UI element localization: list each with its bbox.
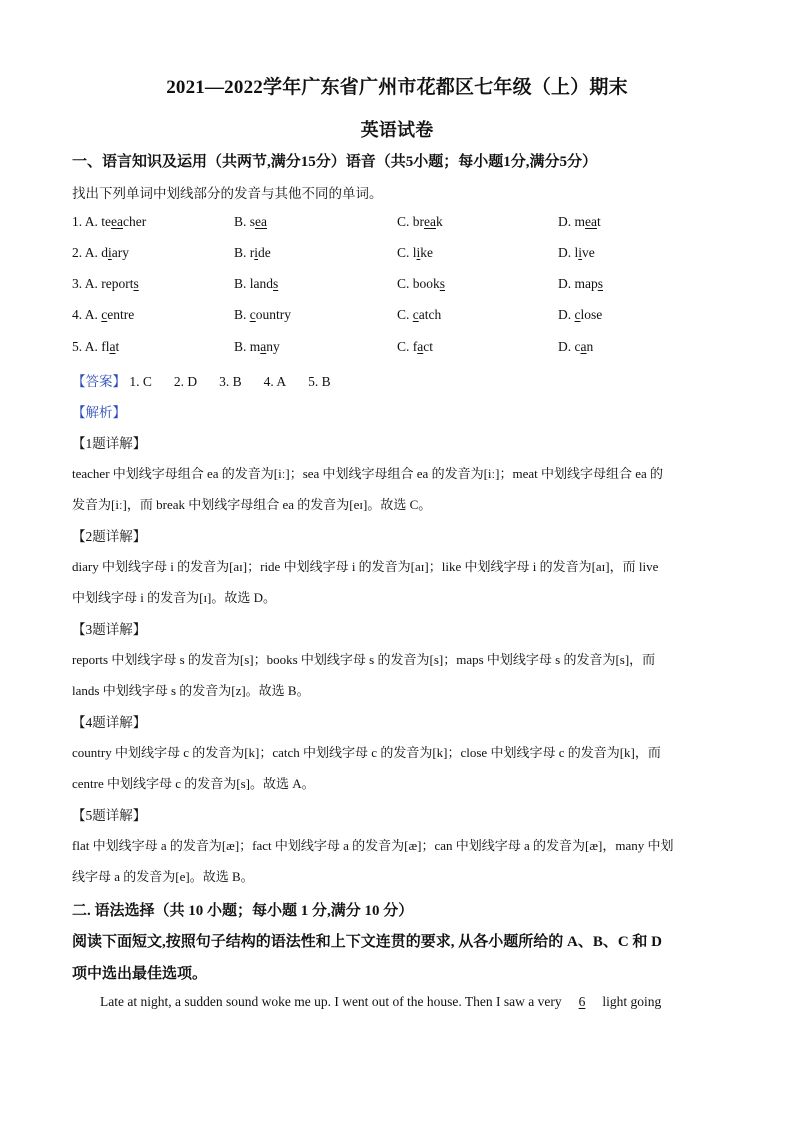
word-suffix: ke: [420, 245, 434, 260]
word-prefix: l: [412, 245, 417, 260]
option-a: [72, 276, 139, 292]
option-d: [558, 307, 602, 323]
word-suffix: k: [436, 214, 443, 229]
underlined-letters: i: [108, 245, 112, 260]
option-letter: C.: [397, 214, 410, 229]
option-letter: D.: [558, 245, 572, 260]
underlined-letters: ea: [585, 214, 597, 229]
underlined-letters: ea: [111, 214, 123, 229]
detail-text: teacher 中划线字母组合 ea 的发音为[iː]；sea 中划线字母组合 ea 的发音为[iː]；meat 中划线字母组合 ea 的: [72, 466, 664, 481]
passage-line: [100, 994, 661, 1010]
underlined-letters: ea: [424, 214, 436, 229]
option-b: [234, 214, 267, 230]
question-number: 3.: [72, 276, 83, 291]
question-row: [72, 214, 732, 234]
word-prefix: c: [574, 339, 581, 354]
question-row: [72, 339, 732, 359]
section2-instruction-line2: 项中选出最佳选项。: [72, 966, 208, 982]
word-prefix: te: [101, 214, 112, 229]
question-row: [72, 245, 732, 265]
underlined-letters: ea: [255, 214, 268, 229]
word-prefix: r: [249, 245, 255, 260]
underlined-letters: c: [574, 307, 581, 322]
word-prefix: map: [574, 276, 598, 291]
option-letter: A.: [84, 307, 98, 322]
underlined-letters: i: [416, 245, 421, 260]
option-c: [397, 339, 433, 355]
analysis-label: 【解析】: [72, 405, 126, 420]
underlined-letters: c: [412, 307, 419, 322]
option-letter: B.: [234, 214, 247, 229]
word-suffix: ve: [582, 245, 595, 260]
option-d: [558, 276, 603, 292]
option-letter: A.: [84, 245, 98, 260]
underlined-letters: c: [101, 307, 108, 322]
answer-line: [72, 370, 353, 390]
word-suffix: cher: [123, 214, 147, 229]
option-a: [72, 339, 119, 355]
option-letter: C.: [397, 339, 410, 354]
detail-text: reports 中划线字母 s 的发音为[s]；books 中划线字母 s 的发音为[s]；maps 中划线字母 s 的发音为[s]，而: [72, 652, 656, 667]
word-prefix: m: [574, 214, 586, 229]
underlined-letters: a: [260, 339, 267, 354]
option-letter: D.: [558, 276, 572, 291]
option-letter: C.: [397, 245, 410, 260]
section1-instruction: 找出下列单词中划线部分的发音与其他不同的单词。: [72, 186, 383, 201]
word-suffix: atch: [418, 307, 442, 322]
word-prefix: fl: [101, 339, 110, 354]
option-b: [234, 245, 271, 261]
underlined-letters: s: [133, 276, 139, 291]
answer-item: 5. B: [308, 374, 331, 389]
word-suffix: lose: [580, 307, 603, 322]
option-c: [397, 307, 441, 323]
option-letter: A.: [84, 276, 98, 291]
answer-items: [129, 374, 352, 389]
option-a: [72, 245, 129, 261]
detail-text: centre 中划线字母 c 的发音为[s]。故选 A。: [72, 776, 315, 791]
detail-label: 【3题详解】: [72, 622, 147, 637]
section2-heading: 二. 语法选择（共 10 小题；每小题 1 分,满分 10 分）: [72, 903, 414, 919]
word-suffix: ountry: [255, 307, 292, 322]
detail-text: 发音为[iː]，而 break 中划线字母组合 ea 的发音为[eɪ]。故选 C。: [72, 497, 432, 512]
detail-label: 【1题详解】: [72, 436, 147, 451]
detail-label: 【2题详解】: [72, 529, 147, 544]
word-suffix: t: [115, 339, 120, 354]
detail-label: 【5题详解】: [72, 808, 147, 823]
underlined-letters: a: [109, 339, 116, 354]
section1-heading: 一、语言知识及运用（共两节,满分15分）语音（共5小题；每小题1分,满分5分）: [72, 154, 598, 170]
option-letter: C.: [397, 307, 410, 322]
option-a: [72, 307, 134, 323]
word-prefix: m: [249, 339, 261, 354]
word-suffix: ny: [266, 339, 280, 354]
underlined-letters: c: [249, 307, 256, 322]
detail-text: country 中划线字母 c 的发音为[k]；catch 中划线字母 c 的发音为[k]；close 中划线字母 c 的发音为[k]，而: [72, 745, 661, 760]
option-letter: A.: [84, 339, 98, 354]
passage-end: light going: [602, 994, 662, 1009]
answer-item: 2. D: [173, 374, 198, 389]
word-suffix: t: [597, 214, 601, 229]
detail-text: 线字母 a 的发音为[e]。故选 B。: [72, 869, 254, 884]
option-c: [397, 214, 443, 230]
word-suffix: n: [586, 339, 594, 354]
question-number: 1.: [72, 214, 83, 229]
answer-item: 3. B: [219, 374, 242, 389]
detail-text: lands 中划线字母 s 的发音为[z]。故选 B。: [72, 683, 310, 698]
option-letter: B.: [234, 307, 247, 322]
passage-start: Late at night, a sudden sound woke me up. I went out of the house. Then I saw a very: [100, 994, 562, 1009]
option-letter: A.: [84, 214, 98, 229]
question-row: [72, 276, 732, 296]
question-number: 4.: [72, 307, 83, 322]
detail-text: diary 中划线字母 i 的发音为[aɪ]；ride 中划线字母 i 的发音为[aɪ]；like 中划线字母 i 的发音为[aɪ]，而 live: [72, 559, 659, 574]
word-prefix: report: [101, 276, 134, 291]
word-prefix: d: [101, 245, 109, 260]
word-prefix: br: [412, 214, 425, 229]
option-letter: D.: [558, 339, 572, 354]
option-letter: B.: [234, 276, 247, 291]
answer-label: 【答案】: [72, 374, 126, 389]
option-a: [72, 214, 146, 230]
exam-subtitle: 英语试卷: [360, 120, 434, 140]
option-letter: D.: [558, 214, 572, 229]
answer-item: 4. A: [263, 374, 287, 389]
word-prefix: book: [412, 276, 440, 291]
option-b: [234, 339, 280, 355]
option-b: [234, 276, 278, 292]
detail-label: 【4题详解】: [72, 715, 147, 730]
word-prefix: land: [249, 276, 274, 291]
option-d: [558, 339, 593, 355]
option-b: [234, 307, 291, 323]
underlined-letters: s: [439, 276, 446, 291]
word-suffix: de: [258, 245, 271, 260]
word-suffix: ary: [111, 245, 130, 260]
question-row: [72, 307, 732, 327]
underlined-letters: a: [580, 339, 587, 354]
exam-title: 2021—2022学年广东省广州市花都区七年级（上）期末: [166, 77, 628, 98]
option-letter: D.: [558, 307, 572, 322]
underlined-letters: a: [417, 339, 424, 354]
underlined-letters: s: [597, 276, 604, 291]
detail-text: flat 中划线字母 a 的发音为[æ]；fact 中划线字母 a 的发音为[æ]；can 中划线字母 a 的发音为[æ]，many 中划: [72, 838, 674, 853]
answer-item: 1. C: [129, 374, 152, 389]
underlined-letters: i: [578, 245, 583, 260]
option-c: [397, 276, 445, 292]
option-letter: B.: [234, 245, 247, 260]
underlined-letters: i: [254, 245, 259, 260]
option-d: [558, 245, 595, 261]
option-letter: B.: [234, 339, 247, 354]
underlined-letters: s: [273, 276, 279, 291]
option-d: [558, 214, 601, 230]
word-suffix: ct: [423, 339, 434, 354]
word-prefix: s: [249, 214, 256, 229]
question-number: 2.: [72, 245, 83, 260]
word-suffix: entre: [107, 307, 135, 322]
section2-instruction-line1: 阅读下面短文,按照句子结构的语法性和上下文连贯的要求, 从各小题所给的 A、B、C 和 D: [72, 934, 663, 950]
question-number: 5.: [72, 339, 83, 354]
blank-6: 6: [578, 994, 586, 1009]
option-c: [397, 245, 433, 261]
detail-text: 中划线字母 i 的发音为[ɪ]。故选 D。: [72, 590, 277, 605]
word-prefix: l: [574, 245, 579, 260]
option-letter: C.: [397, 276, 410, 291]
word-prefix: f: [412, 339, 418, 354]
